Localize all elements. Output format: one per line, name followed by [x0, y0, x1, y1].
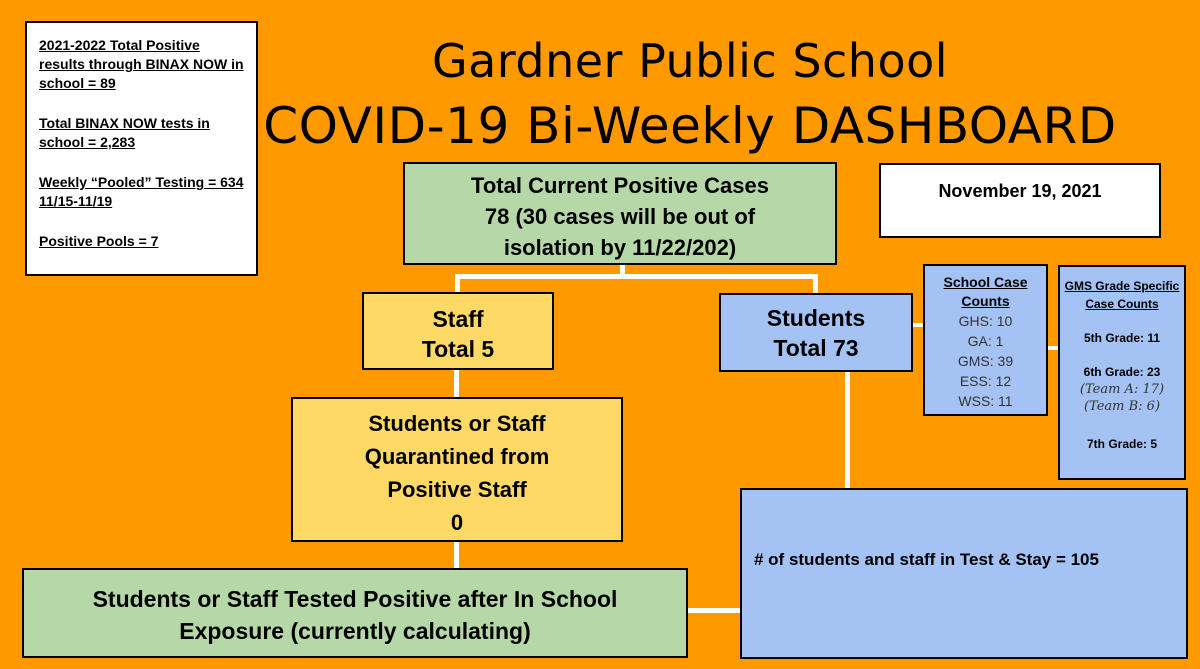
- stat-positive-pools: Positive Pools = 7: [39, 233, 159, 249]
- quarantine-value: 0: [450, 510, 464, 535]
- test-and-stay-box: [740, 488, 1188, 659]
- quarantine-line3: Positive Staff: [387, 477, 527, 502]
- date-box: [879, 163, 1161, 238]
- students-label: Students: [766, 305, 866, 331]
- stat-binax-tests: Total BINAX NOW tests in school = 2,283: [39, 115, 210, 150]
- grade-counts-header: GMS Grade Specific Case Counts: [1064, 279, 1180, 311]
- school-count-row: WSS: 11: [958, 393, 1013, 409]
- school-count-row: GHS: 10: [958, 313, 1013, 329]
- total-positive-box: [403, 162, 837, 265]
- connector-students-teststay: [845, 372, 850, 489]
- students-box: [719, 293, 913, 372]
- test-and-stay-text: # of students and staff in Test & Stay = 105: [754, 550, 1099, 569]
- stat-pooled-testing: Weekly “Pooled” Testing = 634 11/15-11/19: [39, 174, 244, 209]
- school-case-counts-box: [923, 264, 1048, 416]
- connector-to-students: [813, 274, 818, 294]
- connector-quarantine-exposure: [454, 542, 459, 569]
- school-counts-header: School Case Counts: [943, 274, 1028, 309]
- in-school-exposure-box: [22, 568, 688, 658]
- total-positive-line3: isolation by 11/22/202): [503, 235, 737, 260]
- staff-label: Staff: [432, 306, 484, 332]
- testing-stats-panel: [25, 21, 258, 276]
- grade6-count: 6th Grade: 23: [1083, 365, 1161, 379]
- students-total: Total 73: [773, 335, 859, 361]
- team-b-count: (Team B: 6): [1083, 399, 1161, 414]
- team-a-count: (Team A: 17): [1079, 382, 1165, 397]
- gms-grade-counts-box: [1058, 265, 1186, 480]
- connector-branch-horizontal: [455, 274, 818, 279]
- total-positive-line2: 78 (30 cases will be out of: [484, 204, 756, 229]
- page-title-line1: Gardner Public School: [431, 34, 949, 88]
- school-count-row: ESS: 12: [959, 373, 1012, 389]
- report-date: November 19, 2021: [938, 181, 1102, 201]
- stat-binax-positive: 2021-2022 Total Positive results through BINAX NOW in school = 89: [39, 37, 244, 91]
- grade5-count: 5th Grade: 11: [1083, 331, 1161, 345]
- school-count-row: GMS: 39: [957, 353, 1014, 369]
- total-positive-line1: Total Current Positive Cases: [471, 173, 769, 198]
- exposure-line2: Exposure (currently calculating): [179, 618, 531, 644]
- quarantined-from-staff-box: [291, 397, 623, 542]
- page-title-line2: COVID-19 Bi-Weekly DASHBOARD: [263, 97, 1117, 155]
- exposure-line1: Students or Staff Tested Positive after In School: [92, 586, 618, 612]
- connector-to-staff: [455, 274, 460, 293]
- grade7-count: 7th Grade: 5: [1086, 437, 1158, 451]
- connector-exposure-teststay: [688, 608, 741, 613]
- school-count-row: GA: 1: [967, 333, 1004, 349]
- quarantine-line1: Students or Staff: [368, 411, 546, 436]
- staff-total: Total 5: [421, 336, 495, 362]
- connector-staff-quarantine: [454, 370, 459, 398]
- quarantine-line2: Quarantined from: [364, 444, 550, 469]
- staff-box: [362, 292, 554, 370]
